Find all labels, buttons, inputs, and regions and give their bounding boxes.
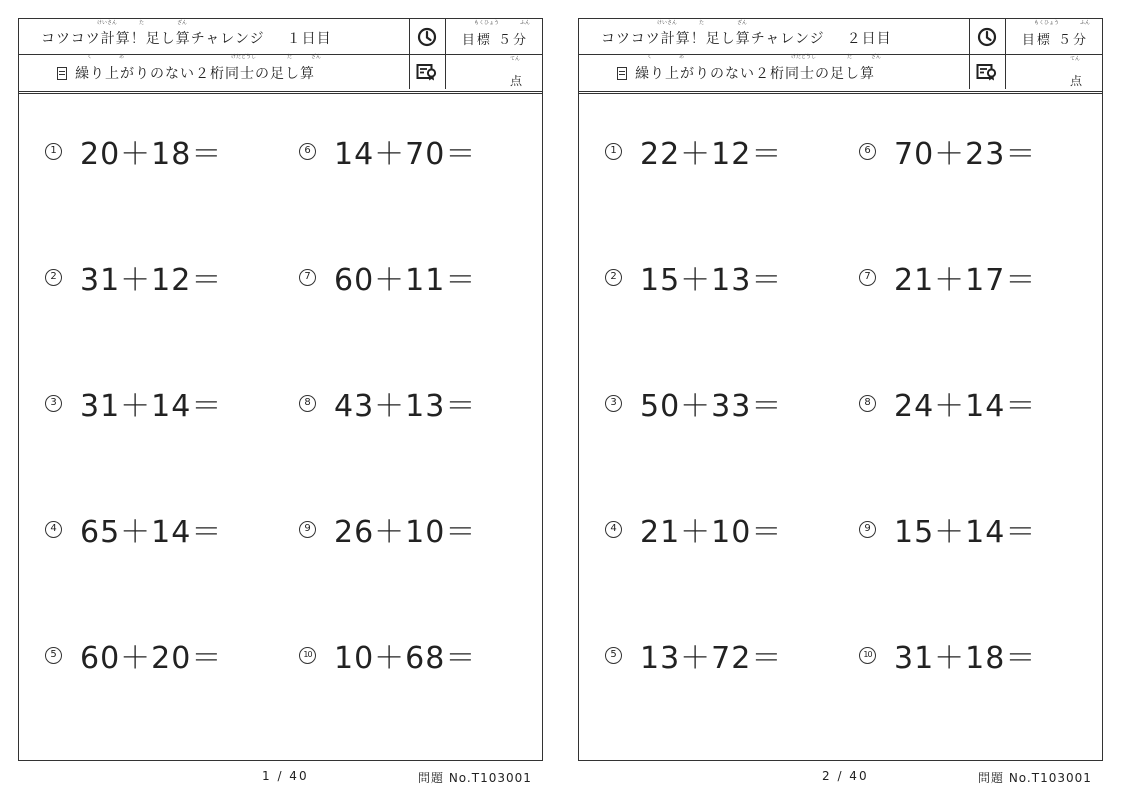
- problem-expression: 31＋12＝: [80, 263, 223, 298]
- problem-5: [45, 635, 222, 675]
- problem-number: 7: [299, 269, 316, 286]
- problem-number: 10: [299, 647, 316, 664]
- ruby-fun: ふん: [1080, 20, 1091, 26]
- ruby-zan: ざん: [177, 20, 188, 26]
- problem-number: 10: [859, 647, 876, 664]
- ruby-ketadoushi: けたどうし: [231, 54, 257, 60]
- problem-number: 1: [605, 143, 622, 160]
- problem-expression: 15＋13＝: [640, 263, 783, 298]
- problem-expression: 21＋10＝: [640, 515, 783, 550]
- ruby-ku: く: [87, 54, 93, 60]
- ruby-ta-2: た: [287, 54, 293, 60]
- page-number: 1 / 40: [262, 769, 309, 783]
- page-number: 2 / 40: [822, 769, 869, 783]
- problem-expression: 24＋14＝: [894, 389, 1037, 424]
- document-icon: [57, 67, 67, 80]
- score-unit: 点: [509, 74, 522, 88]
- problem-number: 6: [299, 143, 316, 160]
- problem-4: [45, 509, 222, 549]
- subtitle: [617, 63, 875, 83]
- title-cell: [19, 19, 410, 54]
- problem-expression: 31＋18＝: [894, 641, 1037, 676]
- problem-number: 7: [859, 269, 876, 286]
- problem-3: [45, 383, 222, 423]
- ruby-mokuhyou: もくひょう: [474, 20, 500, 26]
- target-time: 目標 ５分: [461, 33, 528, 48]
- worksheet-title: [601, 28, 892, 48]
- problem-4: [605, 509, 782, 549]
- ruby-a: あ: [119, 54, 125, 60]
- problem-expression: 21＋17＝: [894, 263, 1037, 298]
- problem-expression: 10＋68＝: [334, 641, 477, 676]
- problem-number: 6: [859, 143, 876, 160]
- problem-9: [299, 509, 476, 549]
- ruby-ta-2: た: [847, 54, 853, 60]
- worksheet-header: [579, 19, 1102, 94]
- clock-icon: [417, 27, 437, 47]
- ruby-keisan: けいさん: [97, 20, 118, 26]
- score-icon-cell: [969, 54, 1006, 89]
- ruby-ta: た: [699, 20, 705, 26]
- problem-number: 3: [45, 395, 62, 412]
- score-cell: [446, 54, 542, 89]
- score-cell: [1006, 54, 1102, 89]
- target-time: 目標 ５分: [1021, 33, 1088, 48]
- problem-number: 5: [605, 647, 622, 664]
- worksheet-page-2: [578, 18, 1103, 761]
- problem-2: [605, 257, 782, 297]
- subtitle-cell: [579, 54, 970, 89]
- problem-10: [859, 635, 1036, 675]
- day-label: ２日目: [846, 31, 892, 47]
- problem-number: 1: [45, 143, 62, 160]
- ruby-a: あ: [679, 54, 685, 60]
- document-icon: [617, 67, 627, 80]
- problem-6: [299, 131, 476, 171]
- problem-expression: 50＋33＝: [640, 389, 783, 424]
- problem-expression: 26＋10＝: [334, 515, 477, 550]
- target-time-cell: [446, 19, 542, 54]
- score-icon-cell: [409, 54, 446, 89]
- target-time-cell: [1006, 19, 1102, 54]
- subtitle-cell: [19, 54, 410, 89]
- problem-number: 5: [45, 647, 62, 664]
- subtitle-label: 繰り上がりのない２桁同士の足し算: [635, 66, 875, 82]
- title-label: コツコツ計算！足し算チャレンジ: [41, 31, 265, 47]
- problem-number: 2: [45, 269, 62, 286]
- problem-10: [299, 635, 476, 675]
- problem-1: [45, 131, 222, 171]
- certificate-icon: [976, 63, 998, 81]
- problem-area: [579, 91, 1102, 760]
- problem-id: 問題 No.T103001: [418, 771, 532, 785]
- problem-number: 9: [299, 521, 316, 538]
- problem-8: [859, 383, 1036, 423]
- problem-number: 9: [859, 521, 876, 538]
- problem-id: 問題 No.T103001: [978, 771, 1092, 785]
- problem-expression: 60＋11＝: [334, 263, 477, 298]
- problem-number: 2: [605, 269, 622, 286]
- problem-8: [299, 383, 476, 423]
- score-unit: 点: [1069, 74, 1082, 88]
- header-row-subtitle: [19, 54, 542, 89]
- ruby-ten: てん: [1069, 56, 1080, 62]
- header-row-subtitle: [579, 54, 1102, 89]
- ruby-fun: ふん: [520, 20, 531, 26]
- problem-9: [859, 509, 1036, 549]
- problem-2: [45, 257, 222, 297]
- problem-expression: 22＋12＝: [640, 137, 783, 172]
- subtitle-label: 繰り上がりのない２桁同士の足し算: [75, 66, 315, 82]
- problem-area: [19, 91, 542, 760]
- ruby-ta: た: [139, 20, 145, 26]
- clock-icon-cell: [409, 19, 446, 54]
- problem-number: 8: [859, 395, 876, 412]
- problem-expression: 60＋20＝: [80, 641, 223, 676]
- problem-7: [859, 257, 1036, 297]
- problem-7: [299, 257, 476, 297]
- ruby-ketadoushi: けたどうし: [791, 54, 817, 60]
- ruby-ten: てん: [509, 56, 520, 62]
- problem-expression: 65＋14＝: [80, 515, 223, 550]
- title-label: コツコツ計算！足し算チャレンジ: [601, 31, 825, 47]
- day-label: １日目: [286, 31, 332, 47]
- problem-6: [859, 131, 1036, 171]
- subtitle: [57, 63, 315, 83]
- problem-expression: 14＋70＝: [334, 137, 477, 172]
- ruby-zan: ざん: [737, 20, 748, 26]
- problem-expression: 31＋14＝: [80, 389, 223, 424]
- certificate-icon: [416, 63, 438, 81]
- title-cell: [579, 19, 970, 54]
- ruby-zan-2: ざん: [311, 54, 322, 60]
- ruby-zan-2: ざん: [871, 54, 882, 60]
- problem-number: 4: [45, 521, 62, 538]
- problem-expression: 15＋14＝: [894, 515, 1037, 550]
- problem-expression: 43＋13＝: [334, 389, 477, 424]
- clock-icon-cell: [969, 19, 1006, 54]
- ruby-keisan: けいさん: [657, 20, 678, 26]
- worksheet-title: [41, 28, 332, 48]
- clock-icon: [977, 27, 997, 47]
- header-row-title: [19, 19, 542, 55]
- problem-1: [605, 131, 782, 171]
- worksheet-header: [19, 19, 542, 94]
- problem-number: 4: [605, 521, 622, 538]
- problem-3: [605, 383, 782, 423]
- ruby-ku: く: [647, 54, 653, 60]
- problem-expression: 13＋72＝: [640, 641, 783, 676]
- header-row-title: [579, 19, 1102, 55]
- ruby-mokuhyou: もくひょう: [1034, 20, 1060, 26]
- problem-number: 8: [299, 395, 316, 412]
- problem-5: [605, 635, 782, 675]
- problem-expression: 70＋23＝: [894, 137, 1037, 172]
- problem-expression: 20＋18＝: [80, 137, 223, 172]
- problem-number: 3: [605, 395, 622, 412]
- worksheet-page-1: [18, 18, 543, 761]
